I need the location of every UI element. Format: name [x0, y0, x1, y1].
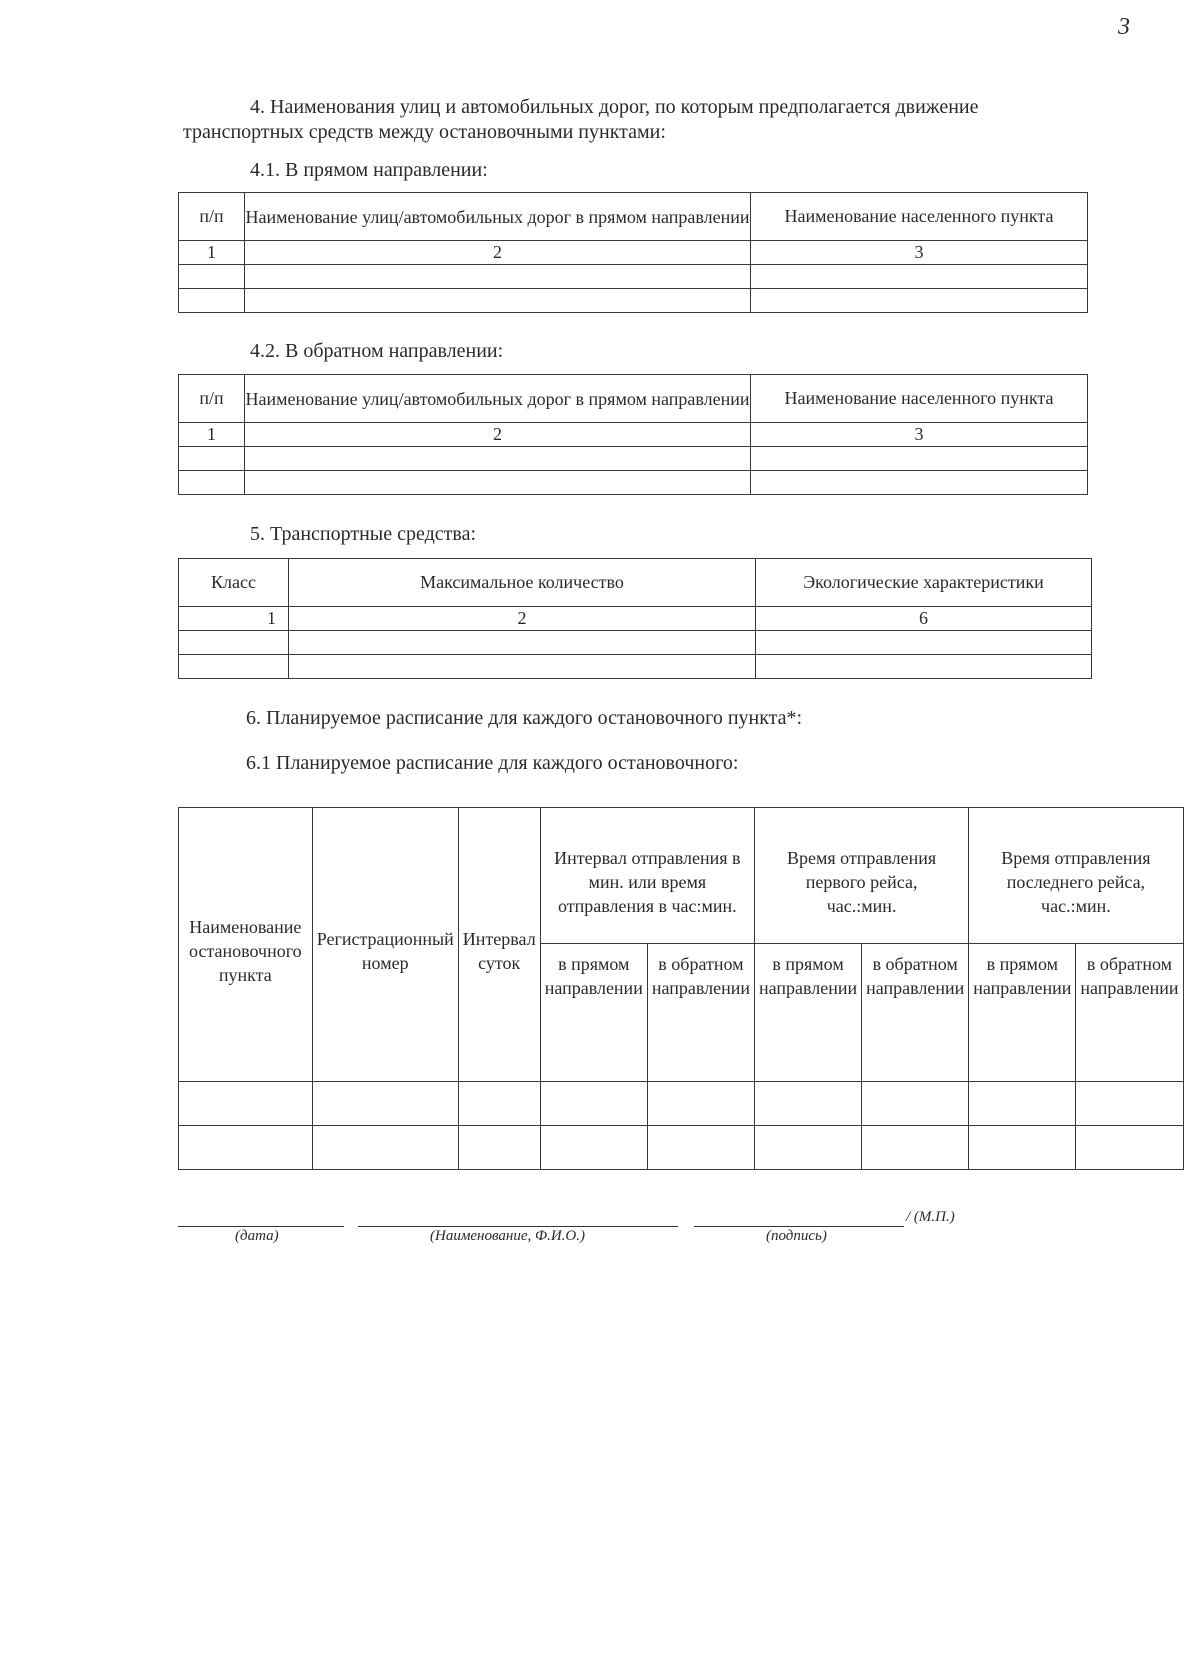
- section4-heading-line1: 4. Наименования улиц и автомобильных дорог, по которым предполагается движение: [250, 96, 979, 118]
- col-number-2: 2: [245, 423, 751, 447]
- col-number-1: 1: [179, 607, 289, 631]
- col-number-1: 1: [179, 241, 245, 265]
- col-header-road-name: Наименование улиц/автомобильных дорог в прямом направлении: [245, 375, 751, 423]
- section4-heading-line2: транспортных средств между остановочными пунктами:: [183, 121, 666, 143]
- subheader-interval-reverse: в обратном направлении: [647, 944, 754, 1082]
- col-number-3: 6: [756, 607, 1092, 631]
- schedule-table: [178, 807, 1184, 1170]
- col-header-class: Класс: [179, 559, 289, 607]
- col-header-road-name: Наименование улиц/автомобильных дорог в прямом направлении: [245, 193, 751, 241]
- col-header-stop-name: Наименование остановочного пункта: [179, 808, 313, 1082]
- table-row: [179, 1082, 1184, 1126]
- col-header-departure-interval: Интервал отправления в мин. или время отправления в час:мин.: [540, 808, 754, 944]
- col-number-2: 2: [289, 607, 756, 631]
- vehicles-table: [178, 558, 1092, 679]
- table-row: [179, 265, 1088, 289]
- table-row: [179, 447, 1088, 471]
- table-row: [179, 655, 1092, 679]
- name-label: (Наименование, Ф.И.О.): [430, 1228, 585, 1244]
- section6-title: 6. Планируемое расписание для каждого остановочного пункта*:: [246, 707, 803, 729]
- col-header-ecology: Экологические характеристики: [756, 559, 1092, 607]
- col-header-settlement: Наименование населенного пункта: [751, 375, 1088, 423]
- subheader-last-reverse: в обратном направлении: [1076, 944, 1183, 1082]
- section5-title: 5. Транспортные средства:: [250, 523, 477, 545]
- col-header-number: п/п: [179, 193, 245, 241]
- col-header-first-trip: Время отправления первого рейса, час.:мин.: [754, 808, 968, 944]
- col-header-max-quantity: Максимальное количество: [289, 559, 756, 607]
- col-header-settlement: Наименование населенного пункта: [751, 193, 1088, 241]
- reverse-route-table: [178, 374, 1088, 495]
- col-header-last-trip: Время отправления последнего рейса, час.:мин.: [969, 808, 1183, 944]
- section6-1-title: 6.1 Планируемое расписание для каждого остановочного:: [246, 752, 739, 774]
- col-header-reg-number: Регистрационный номер: [312, 808, 458, 1082]
- subheader-first-reverse: в обратном направлении: [862, 944, 969, 1082]
- date-label: (дата): [235, 1228, 279, 1244]
- subheader-last-forward: в прямом направлении: [969, 944, 1076, 1082]
- col-header-day-interval: Интервал суток: [458, 808, 540, 1082]
- table-row: [179, 471, 1088, 495]
- stamp-placeholder: / (М.П.): [906, 1209, 955, 1225]
- col-number-3: 3: [751, 423, 1088, 447]
- table-row: [179, 631, 1092, 655]
- subheader-interval-forward: в прямом направлении: [540, 944, 647, 1082]
- col-header-number: п/п: [179, 375, 245, 423]
- signature-label: (подпись): [766, 1228, 827, 1244]
- col-number-1: 1: [179, 423, 245, 447]
- name-line: [358, 1226, 678, 1227]
- forward-route-table: [178, 192, 1088, 313]
- col-number-3: 3: [751, 241, 1088, 265]
- table-row: [179, 289, 1088, 313]
- section4-2-title: 4.2. В обратном направлении:: [250, 340, 504, 362]
- table-row: [179, 1126, 1184, 1170]
- page-number: 3: [1118, 14, 1130, 40]
- col-number-2: 2: [245, 241, 751, 265]
- section4-1-title: 4.1. В прямом направлении:: [250, 159, 488, 181]
- date-line: [178, 1226, 344, 1227]
- subheader-first-forward: в прямом направлении: [754, 944, 861, 1082]
- signature-line: [694, 1226, 904, 1227]
